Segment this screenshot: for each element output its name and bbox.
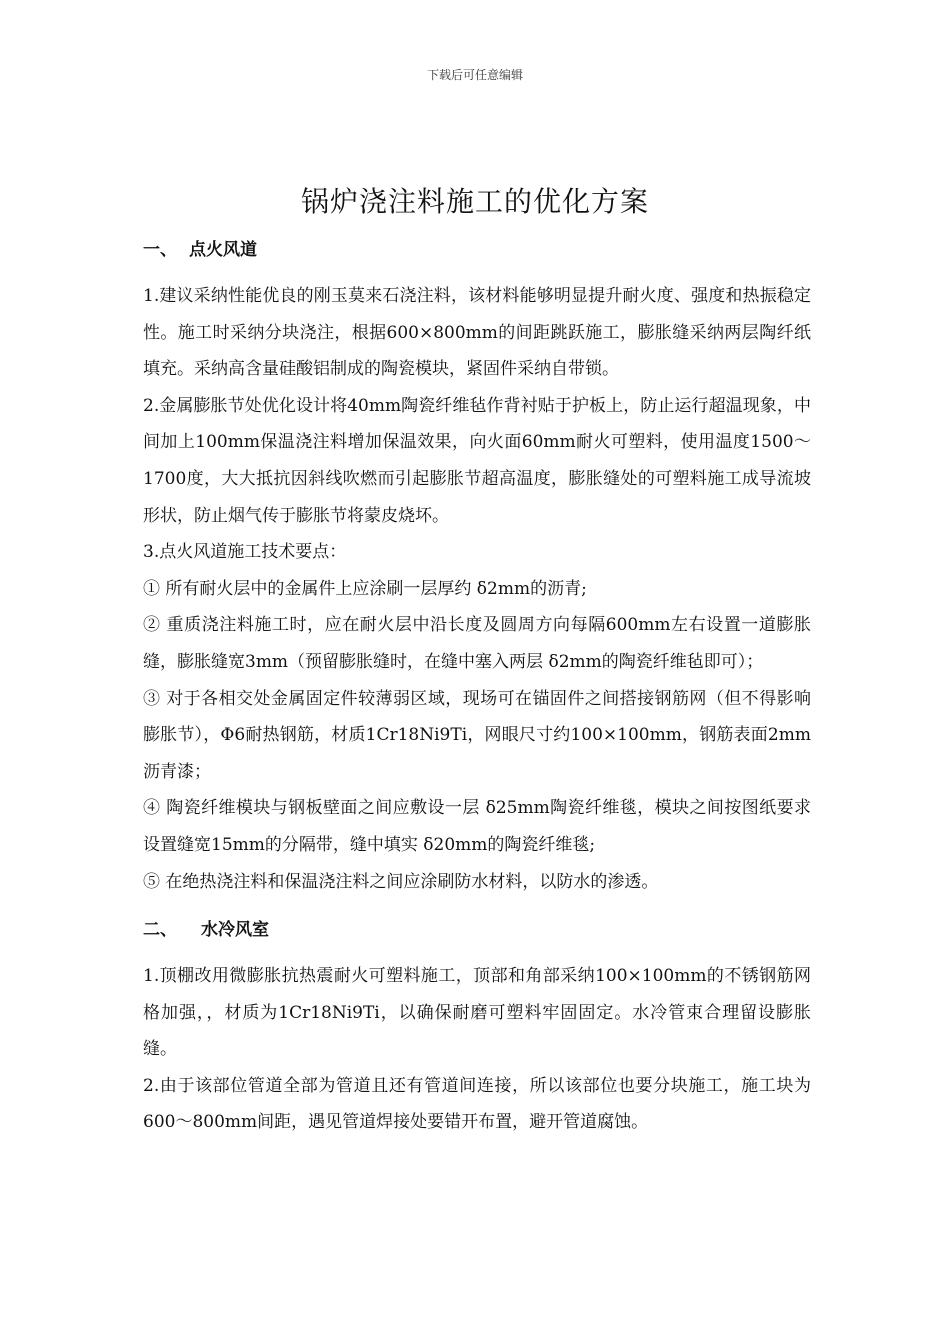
paragraph: 2.由于该部位管道全部为管道且还有管道间连接，所以该部位也要分块施工，施工块为600～800mm间距，遇见管道焊接处要错开布置，避开管道腐蚀。 <box>143 1075 811 1133</box>
list-item: ④ 陶瓷纤维模块与钢板壁面之间应敷设一层 δ25mm陶瓷纤维毯，模块之间按图纸要求设置缝宽15mm的分隔带，缝中填实 δ20mm的陶瓷纤维毯; <box>143 798 811 855</box>
paragraph: 3.点火风道施工技术要点： <box>143 542 347 563</box>
paragraph: 1.建议采纳性能优良的刚玉莫来石浇注料，该材料能够明显提升耐火度、强度和热振稳定性。施工时采纳分块浇注，根据600×800mm的间距跳跃施工，膨胀缝采纳两层陶纤纸填充。采纳高含量硅酸铝制成的陶瓷模块，紧固件采纳自带锁。 <box>143 286 811 380</box>
document-title: 锅炉浇注料施工的优化方案 <box>300 185 649 218</box>
paragraph: 2.金属膨胀节处优化设计将40mm陶瓷纤维毡作背衬贴于护板上，防止运行超温现象，中间加上100mm保温浇注料增加保温效果，向火面60mm耐火可塑料，使用温度1500～1700度，大大抵抗因斜线吹燃而引起膨胀节超高温度，膨胀缝处的可塑料施工成导流坡形状，防止烟气传于膨胀节将蒙皮烧坏。 <box>143 395 811 526</box>
paragraph: 1.顶棚改用微膨胀抗热震耐火可塑料施工，顶部和角部采纳100×100mm的不锈钢筋网格加强，，材质为1Cr18Ni9Ti，以确保耐磨可塑料牢固固定。水冷管束合理留设膨胀缝。 <box>143 966 811 1060</box>
list-item: ③ 对于各相交处金属固定件较薄弱区域，现场可在锚固件之间搭接钢筋网（但不得影响膨胀节），Φ6耐热钢筋，材质1Cr18Ni9Ti，网眼尺寸约100×100mm，钢筋表面2mm沥青漆； <box>143 688 811 782</box>
section-title: 点火风道 <box>189 240 257 260</box>
section-title: 水冷风室 <box>201 920 269 941</box>
section-number: 一、 <box>143 240 177 260</box>
list-item: ② 重质浇注料施工时，应在耐火层中沿长度及圆周方向每隔600mm左右设置一道膨胀缝，膨胀缝宽3mm（预留膨胀缝时，在缝中塞入两层 δ2mm的陶瓷纤维毡即可）； <box>143 615 811 672</box>
list-item: ① 所有耐火层中的金属件上应涂刷一层厚约 δ2mm的沥青; <box>143 578 587 599</box>
page-header-note: 下载后可任意编辑 <box>426 68 523 82</box>
section-heading-1 <box>143 232 811 268</box>
list-item: ⑤ 在绝热浇注料和保温浇注料之间应涂刷防水材料，以防水的渗透。 <box>143 871 659 892</box>
section-number: 二、 <box>143 920 177 941</box>
document-body <box>143 232 811 1141</box>
section-heading-2 <box>143 912 811 948</box>
